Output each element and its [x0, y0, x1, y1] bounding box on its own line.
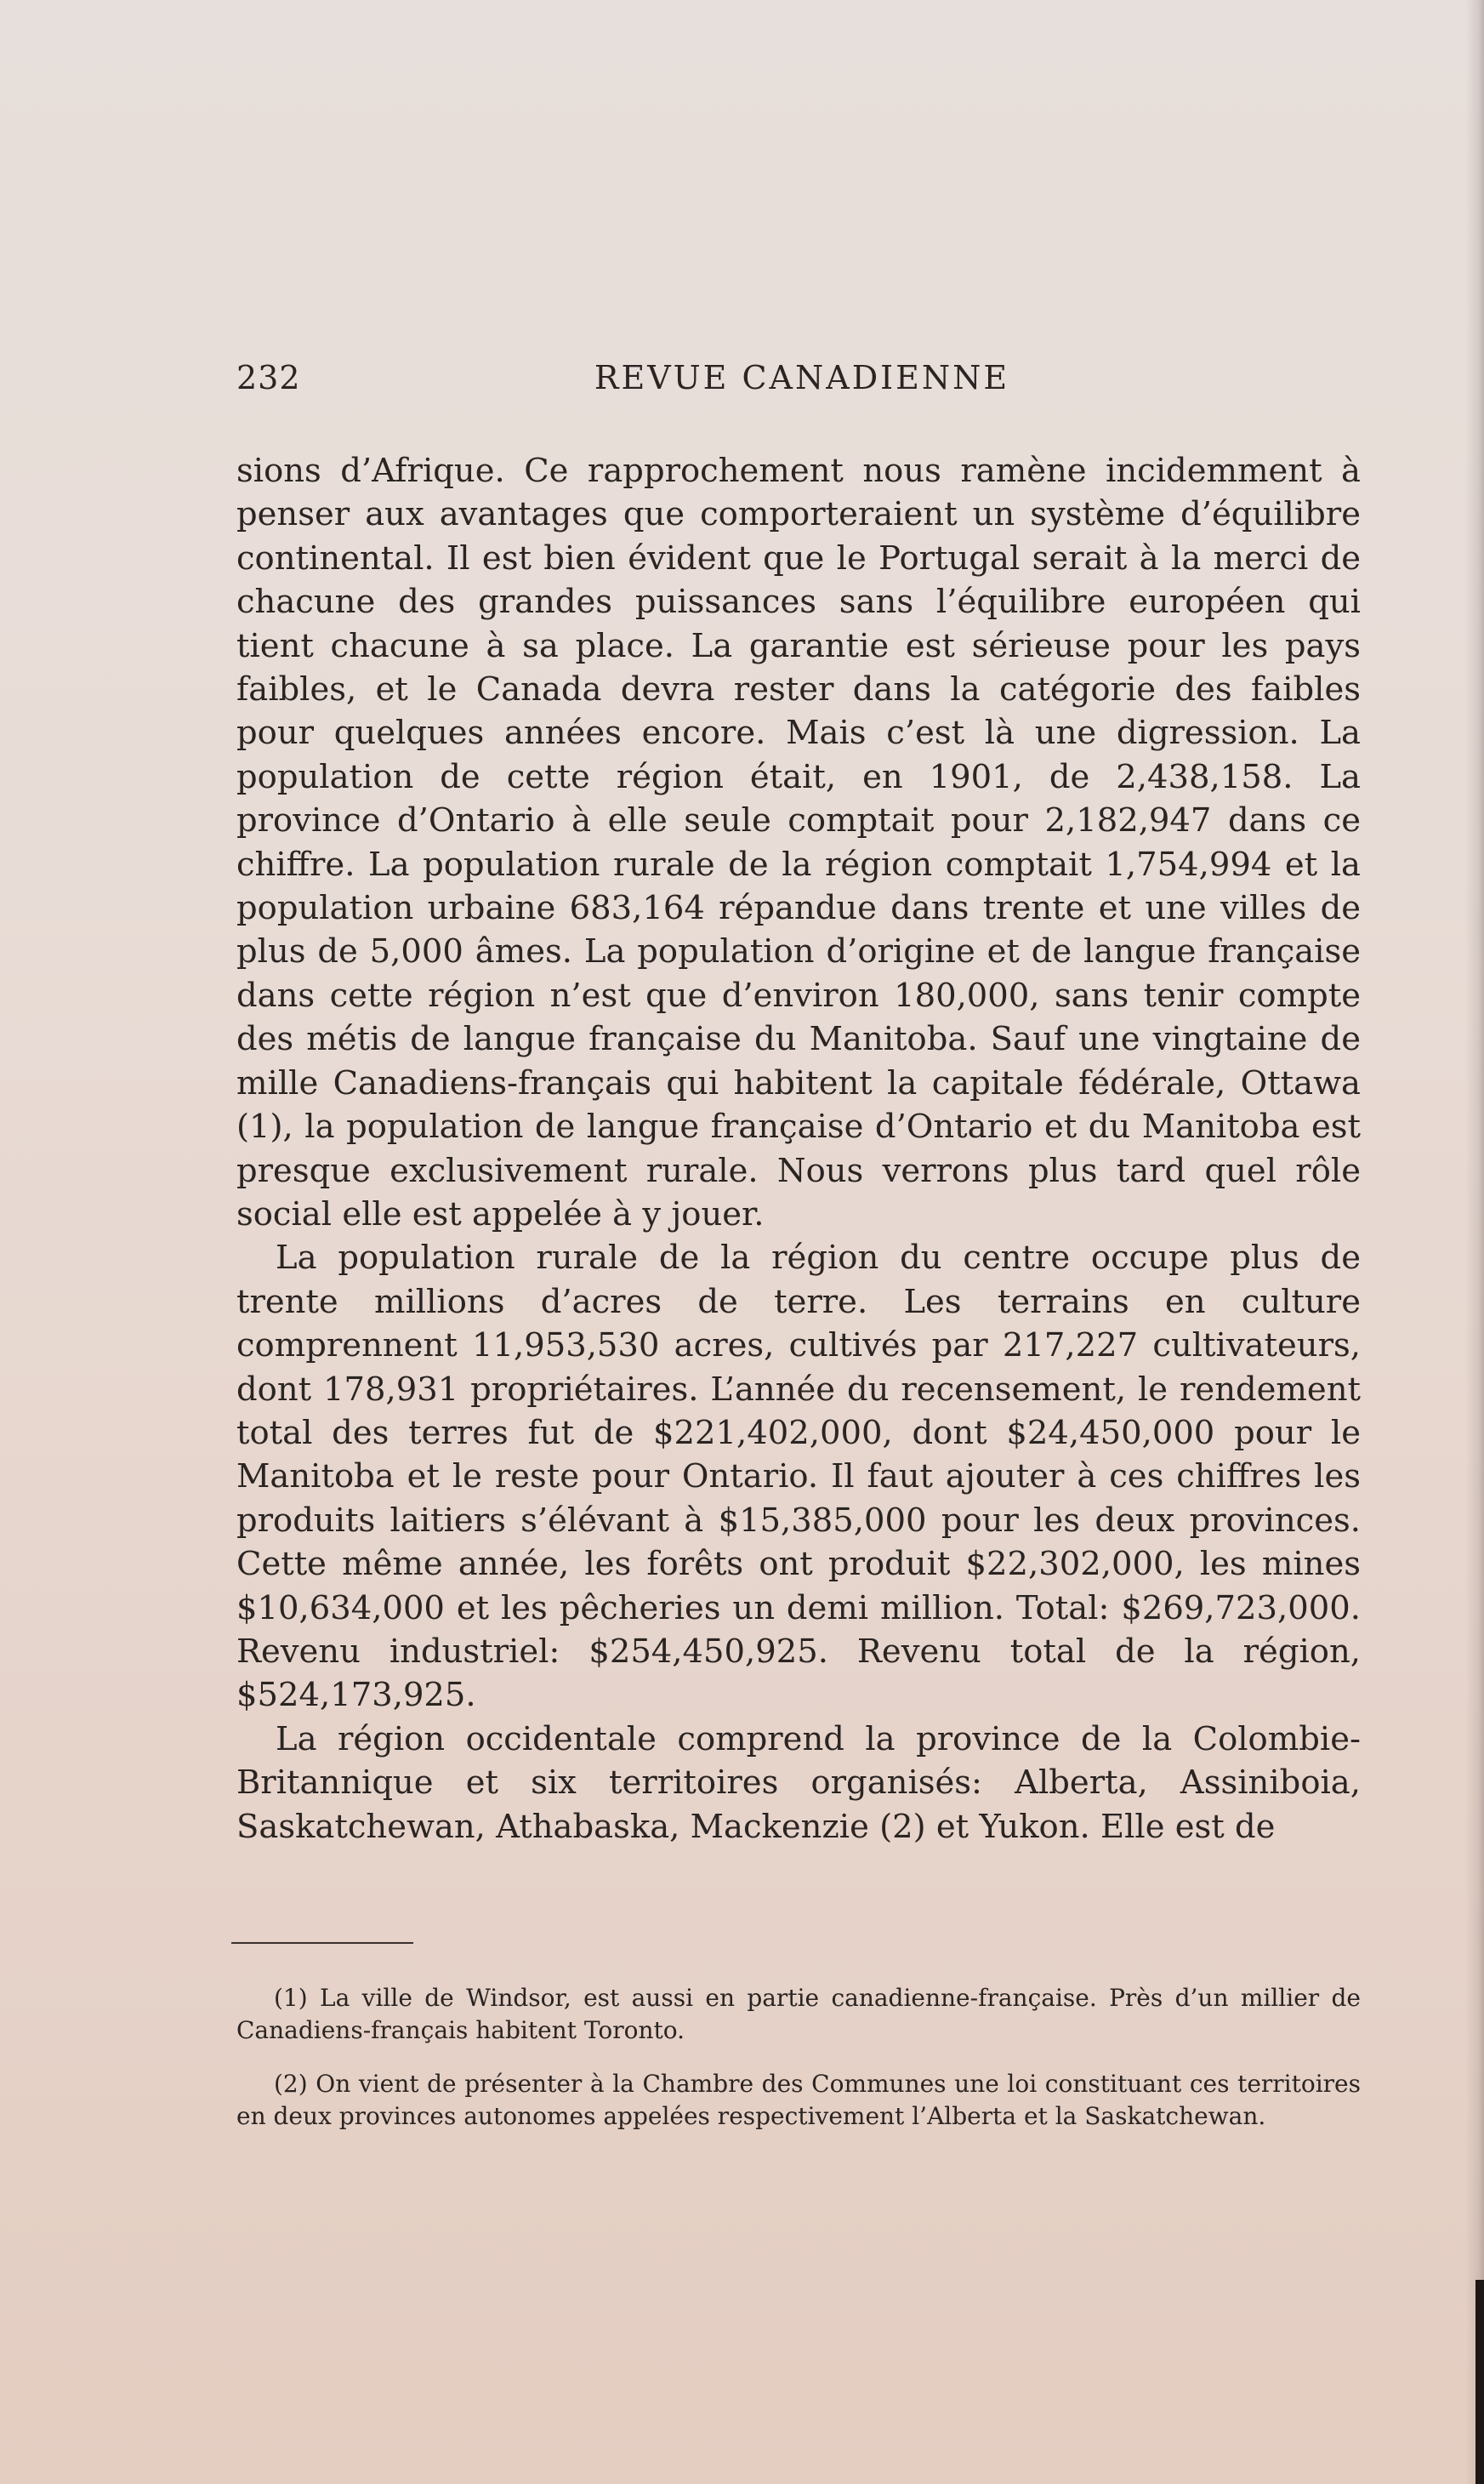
body-text	[236, 449, 1361, 1849]
footnote-rule	[231, 1942, 413, 1944]
footnote: (1) La ville de Windsor, est aussi en partie canadienne-française. Près d’un millier de Canadiens-français habitent Toronto.	[236, 1984, 1361, 2044]
page-edge-dark	[1475, 2280, 1484, 2484]
page-number: 232	[236, 359, 301, 396]
footnotes	[236, 1982, 1361, 2154]
paragraph: La région occidentale comprend la province de la Colombie-Britannique et six territoires organisés: Alberta, Assiniboia, Saskatchewan, Athabaska, Mackenzie (2) et Yukon. Elle est de	[236, 1719, 1361, 1846]
running-title: REVUE CANADIENNE	[594, 359, 1010, 396]
page-header	[236, 359, 1367, 402]
paragraph: La population rurale de la région du centre occupe plus de trente millions d’acres de terre. Les terrains en culture comprennent 11,953,530 acres, cultivés par 217,227 cultivateurs, dont 178,931 propriétaires. L’année du recensement, le rendement total des terres fut de $221,402,000, dont $24,450,000 pour le Manitoba et le reste pour Ontario. Il faut ajouter à ces chiffres les produits laitiers s’élévant à $15,385,000 pour les deux provinces. Cette même année, les forêts ont produit $22,302,000, les mines $10,634,000 et les pêcheries un demi million. Total: $269,723,000. Revenu industriel: $254,450,925. Revenu total de la région, $524,173,925.	[236, 1239, 1361, 1715]
paragraph: sions d’Afrique. Ce rapprochement nous ramène incidemment à penser aux avantages que comporteraient un système d’équilibre continental. Il est bien évident que le Portugal serait à la merci de chacune des grandes puissances sans l’équilibre européen qui tient chacune à sa place. La garantie est sérieuse pour les pays faibles, et le Canada devra rester dans la catégorie des faibles pour quelques années encore. Mais c’est là une digression. La population de cette région était, en 1901, de 2,438,158. La province d’Ontario à elle seule comptait pour 2,182,947 dans ce chiffre. La population rurale de la région comptait 1,754,994 et la population urbaine 683,164 répandue dans trente et une villes de plus de 5,000 âmes. La population d’origine et de langue française dans cette région n’est que d’environ 180,000, sans tenir compte des métis de langue française du Manitoba. Sauf une vingtaine de mille Canadiens-français qui habitent la capitale fédérale, Ottawa (1), la population de langue française d’Ontario et du Manitoba est presque exclusivement rurale. Nous verrons plus tard quel rôle social elle est appelée à y jouer.	[236, 452, 1361, 1233]
footnote: (2) On vient de présenter à la Chambre des Communes une loi constituant ces territoires en deux provinces autonomes appelées respectivement l’Alberta et la Saskatchewan.	[236, 2070, 1361, 2130]
page-edge-shadow	[1465, 0, 1484, 2484]
